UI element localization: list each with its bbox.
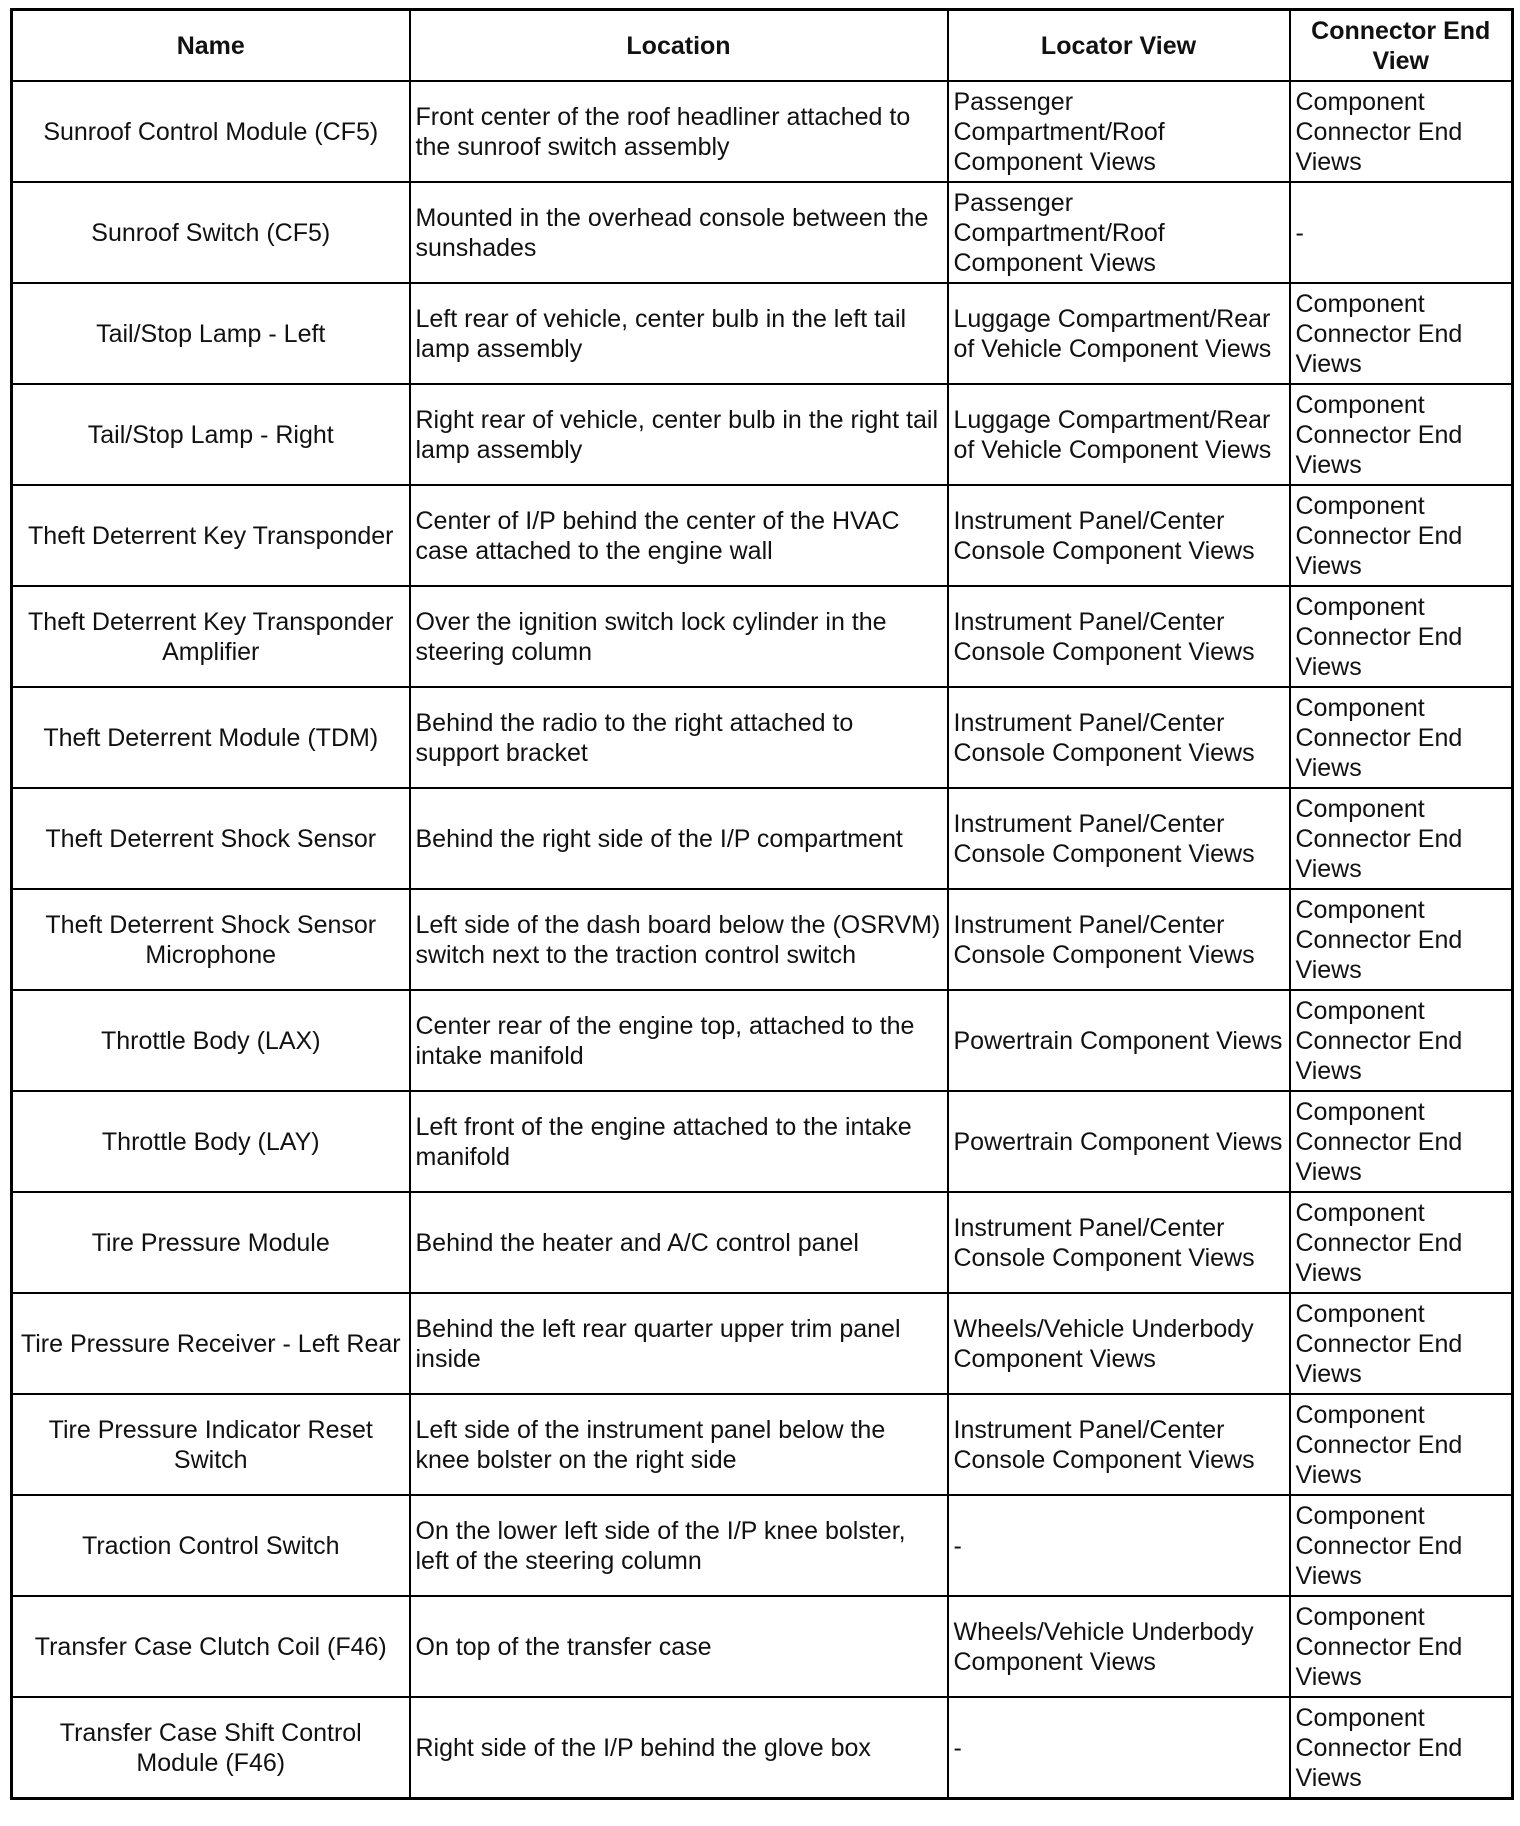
cell-name: Theft Deterrent Shock Sensor Microphone <box>12 889 410 990</box>
cell-connector-end-view: Component Connector End Views <box>1290 485 1513 586</box>
cell-location: Center rear of the engine top, attached to the intake manifold <box>410 990 948 1091</box>
cell-location: Right rear of vehicle, center bulb in the right tail lamp assembly <box>410 384 948 485</box>
cell-location: Behind the heater and A/C control panel <box>410 1192 948 1293</box>
cell-name: Theft Deterrent Key Transponder Amplifier <box>12 586 410 687</box>
cell-connector-end-view: Component Connector End Views <box>1290 1293 1513 1394</box>
cell-location: On top of the transfer case <box>410 1596 948 1697</box>
cell-name: Sunroof Switch (CF5) <box>12 182 410 283</box>
table-row <box>12 1293 1513 1394</box>
cell-connector-end-view: Component Connector End Views <box>1290 1091 1513 1192</box>
cell-locator-view: Powertrain Component Views <box>948 1091 1290 1192</box>
cell-name: Tail/Stop Lamp - Left <box>12 283 410 384</box>
cell-connector-end-view: Component Connector End Views <box>1290 81 1513 182</box>
cell-name: Throttle Body (LAX) <box>12 990 410 1091</box>
cell-location: Right side of the I/P behind the glove box <box>410 1697 948 1799</box>
cell-locator-view: Luggage Compartment/Rear of Vehicle Component Views <box>948 384 1290 485</box>
cell-connector-end-view: Component Connector End Views <box>1290 788 1513 889</box>
cell-locator-view: Passenger Compartment/Roof Component Views <box>948 81 1290 182</box>
cell-name: Transfer Case Clutch Coil (F46) <box>12 1596 410 1697</box>
cell-location: Mounted in the overhead console between the sunshades <box>410 182 948 283</box>
table-row <box>12 586 1513 687</box>
cell-locator-view: Wheels/Vehicle Underbody Component Views <box>948 1596 1290 1697</box>
cell-locator-view: Luggage Compartment/Rear of Vehicle Component Views <box>948 283 1290 384</box>
cell-connector-end-view: Component Connector End Views <box>1290 889 1513 990</box>
table-row <box>12 1394 1513 1495</box>
cell-name: Theft Deterrent Key Transponder <box>12 485 410 586</box>
cell-connector-end-view: Component Connector End Views <box>1290 1192 1513 1293</box>
cell-connector-end-view: Component Connector End Views <box>1290 687 1513 788</box>
cell-name: Throttle Body (LAY) <box>12 1091 410 1192</box>
cell-location: Front center of the roof headliner attached to the sunroof switch assembly <box>410 81 948 182</box>
cell-locator-view: - <box>948 1495 1290 1596</box>
cell-connector-end-view: Component Connector End Views <box>1290 990 1513 1091</box>
table-row <box>12 1091 1513 1192</box>
table-row <box>12 990 1513 1091</box>
table-row <box>12 1596 1513 1697</box>
cell-connector-end-view: Component Connector End Views <box>1290 1596 1513 1697</box>
cell-name: Theft Deterrent Module (TDM) <box>12 687 410 788</box>
cell-locator-view: Instrument Panel/Center Console Component Views <box>948 687 1290 788</box>
cell-locator-view: Powertrain Component Views <box>948 990 1290 1091</box>
cell-name: Sunroof Control Module (CF5) <box>12 81 410 182</box>
table-row <box>12 485 1513 586</box>
component-locator-table <box>10 8 1514 1800</box>
table-header-row <box>12 10 1513 82</box>
cell-location: Left front of the engine attached to the intake manifold <box>410 1091 948 1192</box>
cell-locator-view: Wheels/Vehicle Underbody Component Views <box>948 1293 1290 1394</box>
table-row <box>12 889 1513 990</box>
table-row <box>12 283 1513 384</box>
cell-location: Over the ignition switch lock cylinder in the steering column <box>410 586 948 687</box>
table-row <box>12 384 1513 485</box>
cell-locator-view: Instrument Panel/Center Console Component Views <box>948 1394 1290 1495</box>
cell-connector-end-view: Component Connector End Views <box>1290 384 1513 485</box>
component-locator-sheet <box>10 8 1514 1800</box>
cell-name: Transfer Case Shift Control Module (F46) <box>12 1697 410 1799</box>
table-row <box>12 1495 1513 1596</box>
cell-locator-view: - <box>948 1697 1290 1799</box>
cell-connector-end-view: Component Connector End Views <box>1290 283 1513 384</box>
cell-locator-view: Instrument Panel/Center Console Component Views <box>948 889 1290 990</box>
cell-name: Tire Pressure Receiver - Left Rear <box>12 1293 410 1394</box>
cell-locator-view: Instrument Panel/Center Console Component Views <box>948 1192 1290 1293</box>
cell-locator-view: Instrument Panel/Center Console Component Views <box>948 788 1290 889</box>
cell-connector-end-view: Component Connector End Views <box>1290 1495 1513 1596</box>
cell-name: Tire Pressure Indicator Reset Switch <box>12 1394 410 1495</box>
cell-name: Traction Control Switch <box>12 1495 410 1596</box>
cell-name: Tail/Stop Lamp - Right <box>12 384 410 485</box>
cell-location: Left rear of vehicle, center bulb in the left tail lamp assembly <box>410 283 948 384</box>
cell-locator-view: Instrument Panel/Center Console Component Views <box>948 586 1290 687</box>
column-header-location: Location <box>410 10 948 82</box>
cell-locator-view: Passenger Compartment/Roof Component Views <box>948 182 1290 283</box>
column-header-connector-end-view: Connector End View <box>1290 10 1513 82</box>
cell-name: Theft Deterrent Shock Sensor <box>12 788 410 889</box>
cell-location: Left side of the dash board below the (OSRVM) switch next to the traction control switch <box>410 889 948 990</box>
cell-location: Center of I/P behind the center of the HVAC case attached to the engine wall <box>410 485 948 586</box>
cell-location: Left side of the instrument panel below the knee bolster on the right side <box>410 1394 948 1495</box>
cell-location: Behind the radio to the right attached to support bracket <box>410 687 948 788</box>
table-row <box>12 1697 1513 1799</box>
cell-location: Behind the left rear quarter upper trim panel inside <box>410 1293 948 1394</box>
cell-connector-end-view: - <box>1290 182 1513 283</box>
table-row <box>12 687 1513 788</box>
column-header-locator-view: Locator View <box>948 10 1290 82</box>
table-row <box>12 182 1513 283</box>
cell-location: On the lower left side of the I/P knee bolster, left of the steering column <box>410 1495 948 1596</box>
table-row <box>12 1192 1513 1293</box>
cell-locator-view: Instrument Panel/Center Console Component Views <box>948 485 1290 586</box>
cell-connector-end-view: Component Connector End Views <box>1290 1394 1513 1495</box>
table-row <box>12 81 1513 182</box>
table-row <box>12 788 1513 889</box>
cell-name: Tire Pressure Module <box>12 1192 410 1293</box>
cell-connector-end-view: Component Connector End Views <box>1290 586 1513 687</box>
cell-location: Behind the right side of the I/P compartment <box>410 788 948 889</box>
column-header-name: Name <box>12 10 410 82</box>
cell-connector-end-view: Component Connector End Views <box>1290 1697 1513 1799</box>
